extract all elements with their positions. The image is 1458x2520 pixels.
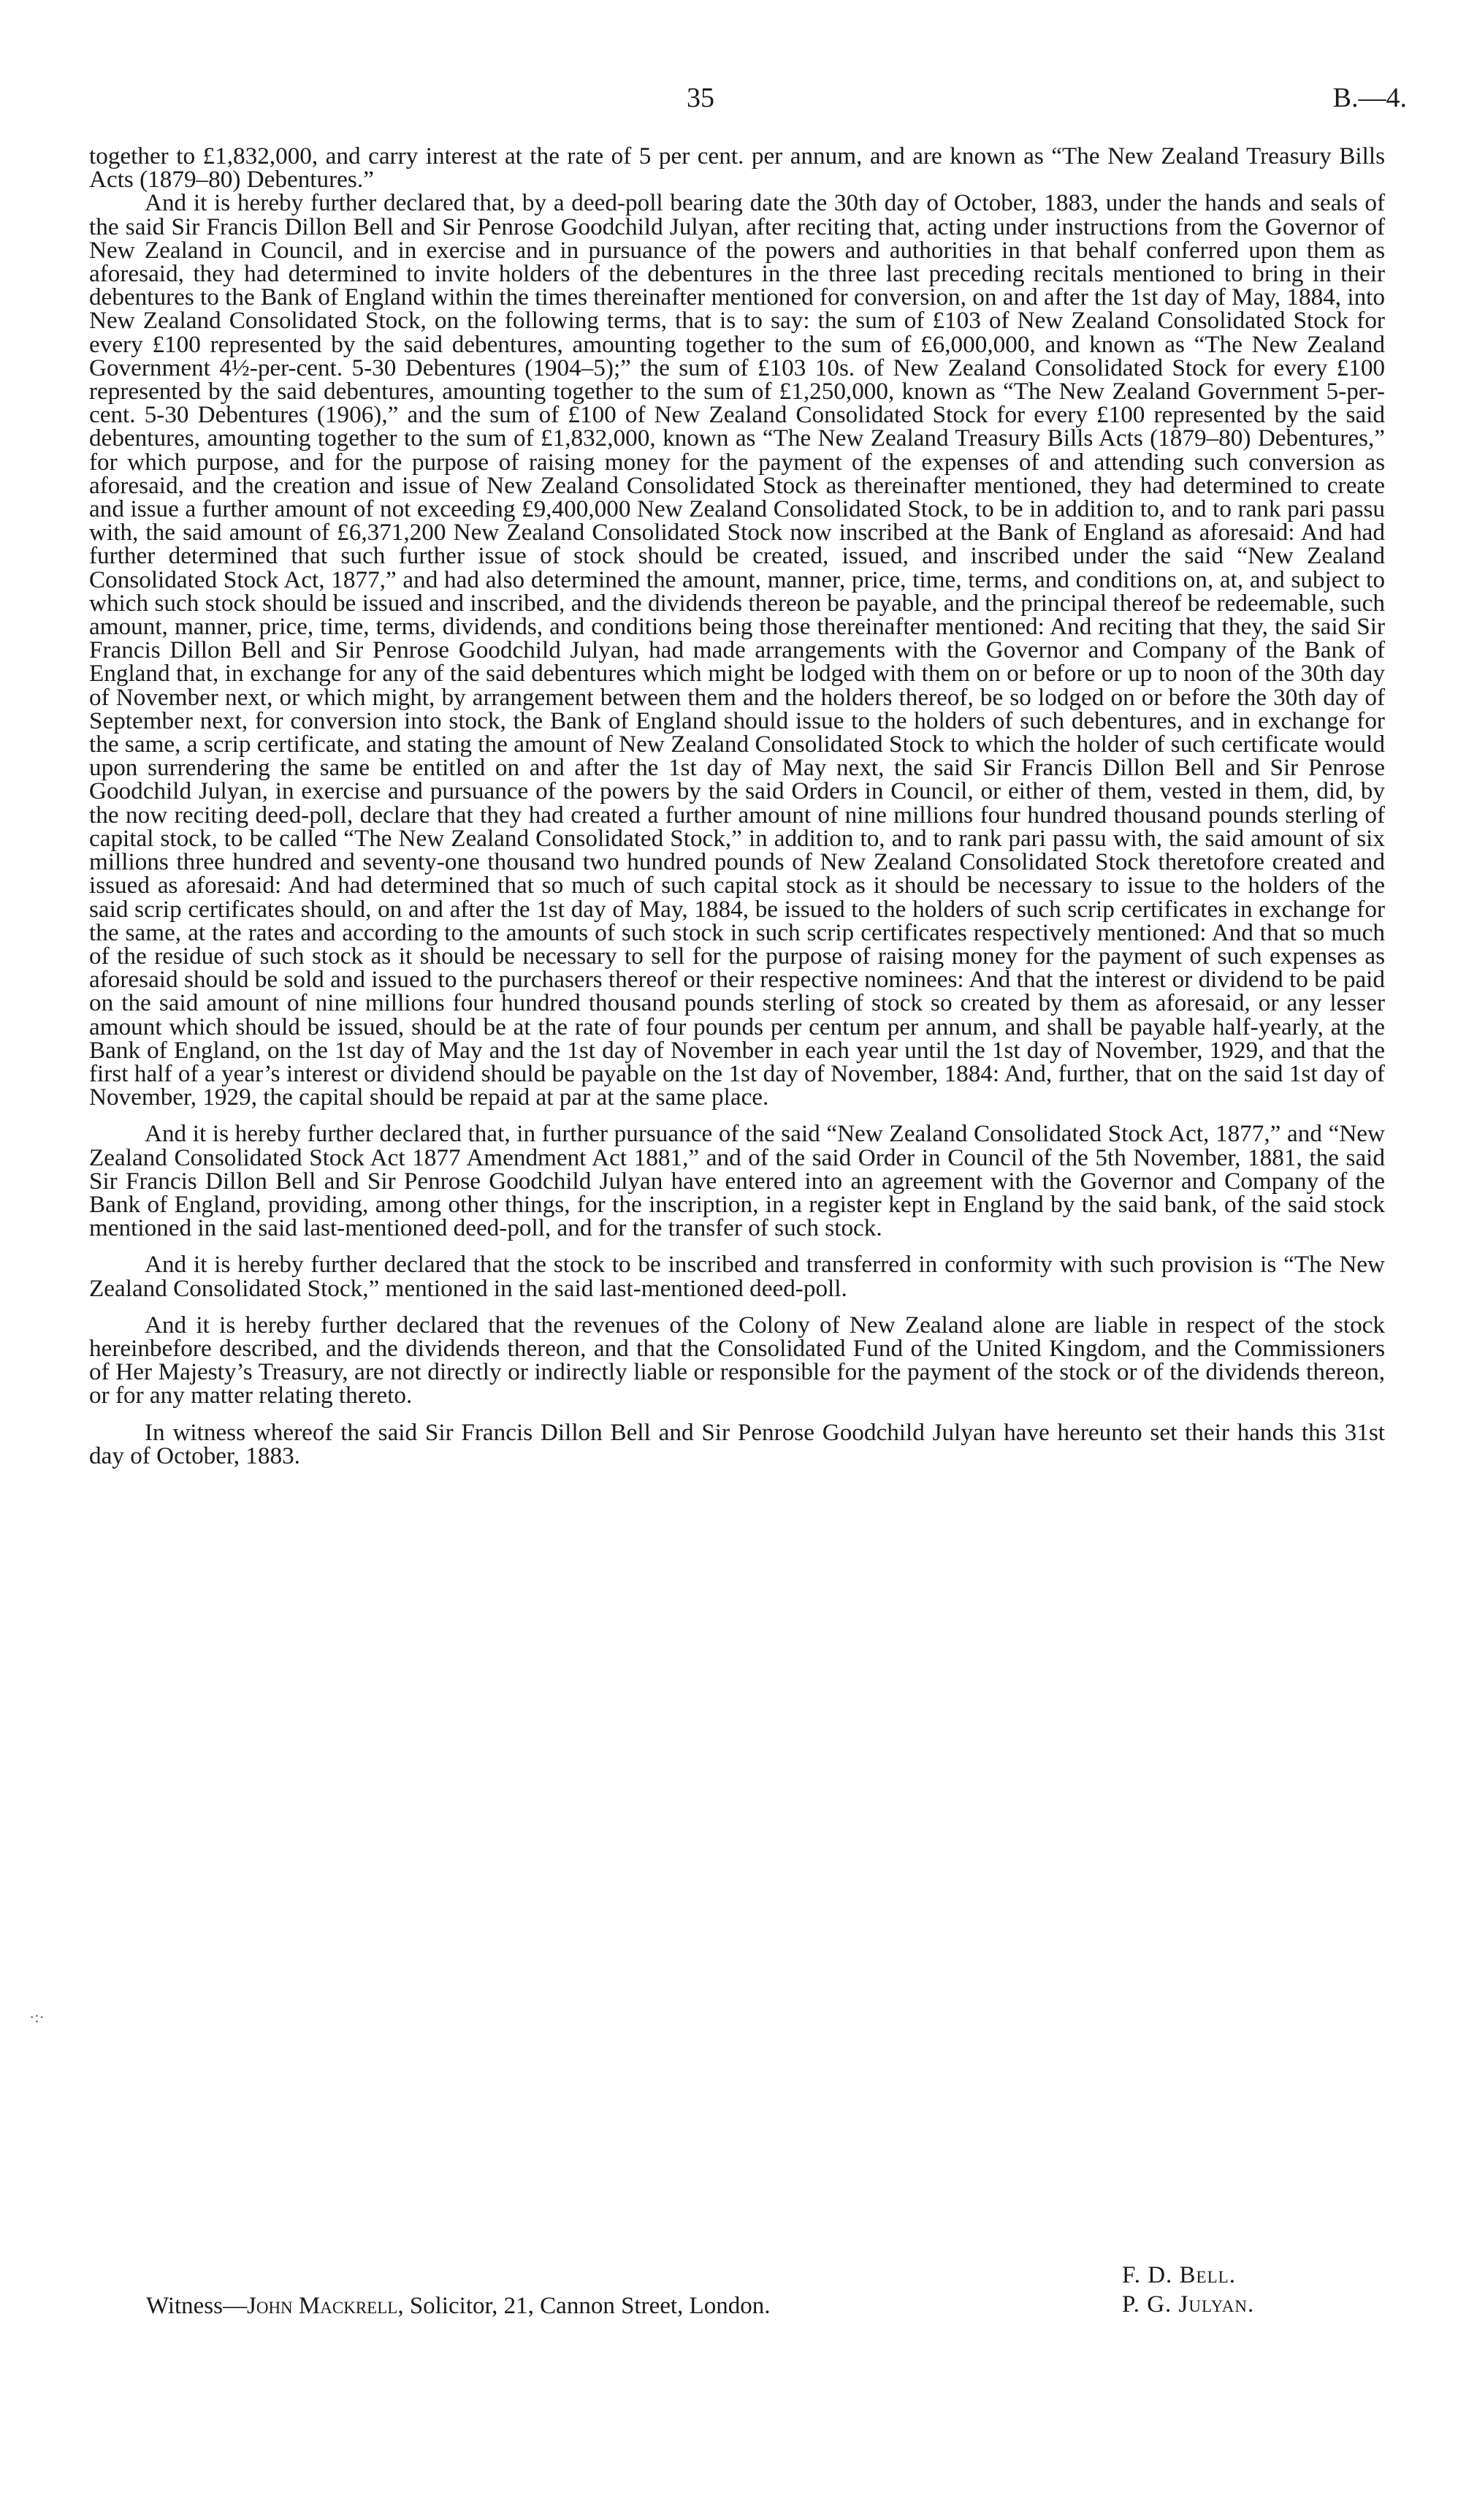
margin-mark: ·:· bbox=[29, 2008, 45, 2026]
paragraph-in-witness: In witness whereof the said Sir Francis Dillon Bell and Sir Penrose Goodchild Julyan have hereunto set their hands this 31st day of October, 1883. bbox=[89, 1418, 1385, 1469]
signature-bell: F. D. Bell. bbox=[1122, 2262, 1236, 2288]
witness-name: John Mackrell bbox=[247, 2293, 398, 2319]
signature-block bbox=[1122, 2261, 1254, 2319]
paragraph-agreement: And it is hereby further declared that, in further pursuance of the said “New Zealand Consolidated Stock Act, 1877,” and “New Zealand Consolidated Stock Act 1877 Amendment Act 1881,” and of the said Order in Council of the 5th November, 1881, the said Sir Francis Dillon Bell and Sir Penrose Goodchild Julyan have entered into an agreement with the Governor and Company of the Bank of England, providing, among other things, for the inscription, in a register kept in England by the said bank, of the said stock mentioned in the said last-mentioned deed-poll, and for the transfer of such stock. bbox=[89, 1120, 1385, 1242]
witness-details: , Solicitor, 21, Cannon Street, London. bbox=[397, 2293, 771, 2319]
page-header bbox=[0, 82, 1458, 126]
paragraph-deed-poll-recital: And it is hereby further declared that, by a deed-poll bearing date the 30th day of October, 1883, under the hands and seals of the said Sir Francis Dillon Bell and Sir Penrose Goodchild Julyan, after reciting that, acting under instructions from the Governor of New Zealand in Council, and in exercise and in pursuance of the powers and authorities in that behalf conferred upon them as aforesaid, they had determined to invite holders of the debentures in the three last preceding recitals mentioned to bring in their debentures to the Bank of England within the times thereinafter mentioned for conversion, on and after the 1st day of May, 1884, into New Zealand Consolidated Stock, on the following terms, that is to say: the sum of £103 of New Zealand Consolidated Stock for every £100 represented by the said debentures, amounting together to the sum of £6,000,000, and known as “The New Zealand Government 4½-per-cent. 5-30 Debentures (1904–5);” the sum of £103 10s. of New Zealand Consolidated Stock for every £100 represented by the said debentures, amounting together to the sum of £1,250,000, known as “The New Zealand Government 5-per-cent. 5-30 Debentures (1906),” and the sum of £100 of New Zealand Consolidated Stock for every £100 represented by the said debentures, amounting together to the sum of £1,832,000, known as “The New Zealand Treasury Bills Acts (1879–80) Debentures,” for which purpose, and for the purpose of raising money for the payment of the expenses of and attending such conversion as aforesaid, and the creation and issue of New Zealand Consolidated Stock as thereinafter mentioned, they had determined to create and issue a further amount of not exceeding £9,400,000 New Zealand Consolidated Stock, to be in addition to, and to rank pari passu with, the said amount of £6,371,200 New Zealand Consolidated Stock now inscribed at the Bank of England as aforesaid: And had further determined that such further issue of stock should be created, issued, and inscribed under the said “New Zealand Consolidated Stock Act, 1877,” and had also determined the amount, manner, price, time, terms, and conditions on, at, and subject to which such stock should be issued and inscribed, and the dividends thereon be payable, and the principal thereof be redeemable, such amount, manner, price, time, terms, dividends, and conditions being those thereinafter mentioned: And reciting that they, the said Sir Francis Dillon Bell and Sir Penrose Goodchild Julyan, had made arrangements with the Governor and Company of the Bank of England that, in exchange for any of the said debentures which might be lodged with them on or before or up to noon of the 30th day of November next, or which might, by arrangement between them and the holders thereof, be so lodged on or before the 30th day of September next, for conversion into stock, the Bank of England should issue to the holders of such debentures, and in exchange for the same, a scrip certificate, and stating the amount of New Zealand Consolidated Stock to which the holder of such certificate would upon surrendering the same be entitled on and after the 1st day of May next, the said Sir Francis Dillon Bell and Sir Penrose Goodchild Julyan, in exercise and pursuance of the powers by the said Orders in Council, or either of them, vested in them, did, by the now reciting deed-poll, declare that they had created a further amount of nine millions four hundred thousand pounds sterling of capital stock, to be called “The New Zealand Consolidated Stock,” in addition to, and to rank pari passu with, the said amount of six millions three hundred and seventy-one thousand two hundred pounds of New Zealand Consolidated Stock theretofore created and issued as aforesaid: And had determined that so much of such capital stock as it should be necessary to issue to the holders of the said scrip certificates should, on and after the 1st day of May, 1884, be issued to the holders of such scrip certificates in exchange for the same, at the rates and according to the amounts of such stock in such scrip certificates respectively mentioned: And that so much of the residue of such stock as it should be necessary to sell for the purpose of raising money for the payment of such expenses as aforesaid should be sold and issued to the purchasers thereof or their respective nominees: And that the interest or dividend to be paid on the said amount of nine millions four hundred thousand pounds sterling of stock so created by them as aforesaid, or any lesser amount which should be issued, should be at the rate of four pounds per centum per annum, and shall be payable half-yearly, at the Bank of England, on the 1st day of May and the 1st day of November in each year until the 1st day of November, 1929, and that the first half of a year’s interest or dividend should be payable on the 1st day of November, 1884: And, further, that on the said 1st day of November, 1929, the capital should be repaid at par at the same place. bbox=[89, 189, 1385, 1111]
page-number: 35 bbox=[687, 83, 714, 113]
paragraph-liability: And it is hereby further declared that the revenues of the Colony of New Zealand alone are liable in respect of the stock hereinbefore described, and the dividends thereon, and that the Consolidated Fund of the United Kingdom, and the Commissioners of Her Majesty’s Treasury, are not directly or indirectly liable or responsible for the payment of the stock or of the dividends thereon, or for any matter relating thereto. bbox=[89, 1311, 1385, 1409]
paragraph-continuation: together to £1,832,000, and carry interest at the rate of 5 per cent. per annum, and are known as “The New Zealand Treasury Bills Acts (1879–80) Debentures.” bbox=[89, 142, 1385, 194]
signature-julyan: P. G. Julyan. bbox=[1122, 2291, 1255, 2318]
document-reference: B.—4. bbox=[1332, 83, 1407, 113]
document-body bbox=[89, 142, 1385, 1469]
witness-prefix: Witness— bbox=[146, 2293, 247, 2319]
paragraph-stock-inscription: And it is hereby further declared that the stock to be inscribed and transferred in conformity with such provision is “The New Zealand Consolidated Stock,” mentioned in the said last-mentioned deed-poll. bbox=[89, 1251, 1385, 1302]
witness-line bbox=[146, 2291, 770, 2321]
